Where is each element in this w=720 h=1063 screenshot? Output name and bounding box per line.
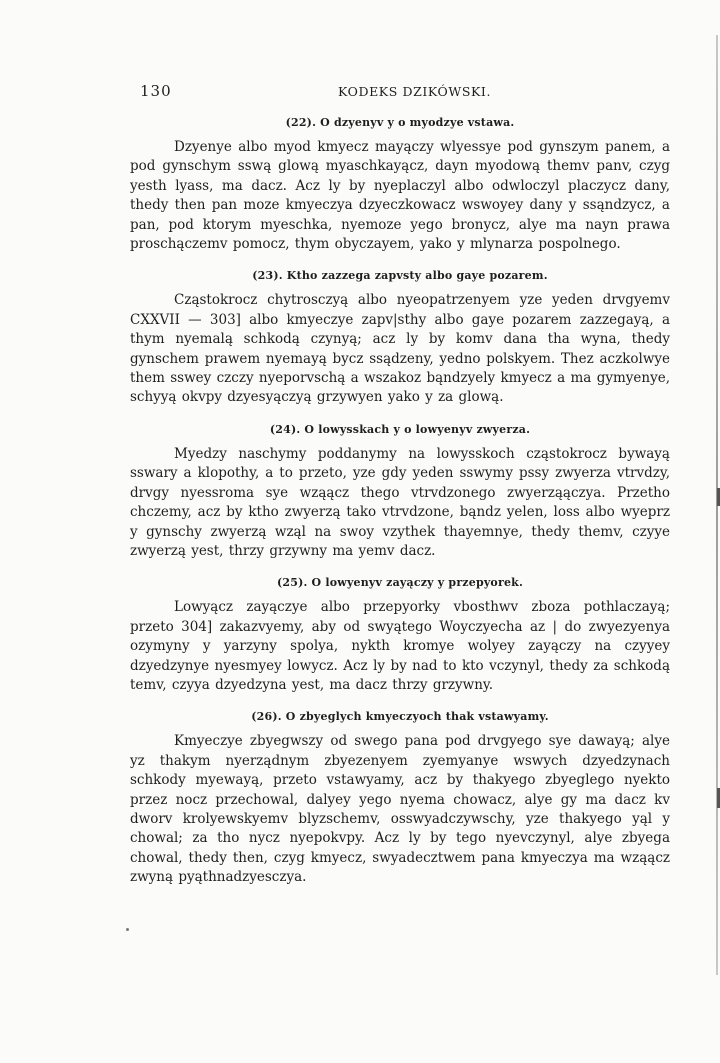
text-block (130, 116, 670, 888)
section-paragraph: Dzyenye albo myod kmyecz mayączy wlyessye pod gynszym panem, a pod gynschym sswą glową myaschkayącz, dayn myodową themv panv, czyg yesth lyass, ma dacz. Acz ly by nyeplaczyl albo odwloczyl placzycz dany, thedy then pan moze kmyeczya dzyeczkowacz wswoyey dany y ssąndzycz, a pan, pod ktorym myeschka, nyemoze yego bronycz, alye ma nayn prawa proschączemv pomocz, thym obyczayem, yako y mlynarza pospolnego. (130, 139, 670, 253)
section-24 (130, 423, 670, 561)
section-paragraph: Lowyącz zayączye albo przepyorky vbosthwv zboza pothlaczayą; przeto 304] zakazvyemy, aby od swyątego Woyczyecha az | do zwyezyenya ozymyny y yarzyny spolya, nykth kromye wolyey zayączy na czyyey dzyedzynye nyesmyey lowycz. Acz ly by nad to kto vczynyl, thedy za schkodą temv, czyya dzyedzyna yest, ma dacz thrzy grzywny. (130, 599, 670, 693)
page-header (140, 82, 680, 102)
running-title: KODEKS DZIKÓWSKI. (338, 84, 492, 99)
section-paragraph: Myedzy naschymy poddanymy na lowysskoch cząstokrocz bywayą sswary a klopothy, a to przeto, yze gdy yeden sswymy pssy zwyerza vtrvdzy, drvgy nyessroma sye wząącz thego vtrvdzonego zwyerząączya. Przetho chczemy, acz by ktho zwyerzą tako vtrvdzone, bąndz yelen, loss albo wyeprz y gynschy zwyerzą wząl na swoy vzythek thayemnye, thedy themv, czyye zwyerzą yest, thrzy grzywny ma yemv dacz. (130, 445, 670, 559)
section-paragraph: Cząstokrocz chytrosczyą albo nyeopatrzenyem yze yeden drvgyemv CXXVII — 303] albo kmyeczye zapv|sthy albo gaye pozarem zazzegayą, a thym nyemalą schkodą czynyą; acz ly by komv dana tha wyna, thedy gynschem prawem nyemayą bycz ssądzeny, yedno polskyem. Thez aczkolwye them sswey czczy nyeporvschą a wszakoz bąndzyely kmyecz a ma gymyenye, schyyą okvpy dzyesyączyą grzywyen yako y za glową. (130, 292, 670, 406)
section-title: (23). Ktho zazzega zapvsty albo gaye pozarem. (252, 269, 548, 283)
section-23 (130, 269, 670, 407)
section-26 (130, 710, 670, 887)
section-25 (130, 576, 670, 695)
section-title: (26). O zbyeglych kmyeczyoch thak vstawyamy. (251, 710, 549, 724)
section-22 (130, 116, 670, 254)
speck (126, 928, 129, 931)
page-number: 130 (140, 82, 172, 100)
section-title: (25). O lowyenyv zayączy y przepyorek. (276, 576, 524, 590)
section-title: (24). O lowysskach y o lowyenyv zwyerza. (269, 422, 531, 436)
section-title: (22). O dzyenyv y o myodzye vstawa. (285, 116, 515, 129)
section-paragraph: Kmyeczye zbyegwszy od swego pana pod drvgyego sye dawayą; alye yz thakym nyerządnym zbyezenyem zyemyanye wswych dzyedzynach schkody myewayą, przeto vstawyamy, acz by thakyego zbyeglego nyekto przez nocz przechowal, dalyey yego nyema chowacz, alye gy ma dacz kv dworv krolyewskyemv blyzschemv, osswyadczywschy, yze thakyego yąl y chowal; za tho nycz nyepokvpy. Acz ly by tego nyevczynyl, alye zbyega chowal, thedy then, czyg kmyecz, swyadecztwem pana kmyeczya ma wząącz zwyną pyąthnadzyesczya. (130, 733, 670, 886)
